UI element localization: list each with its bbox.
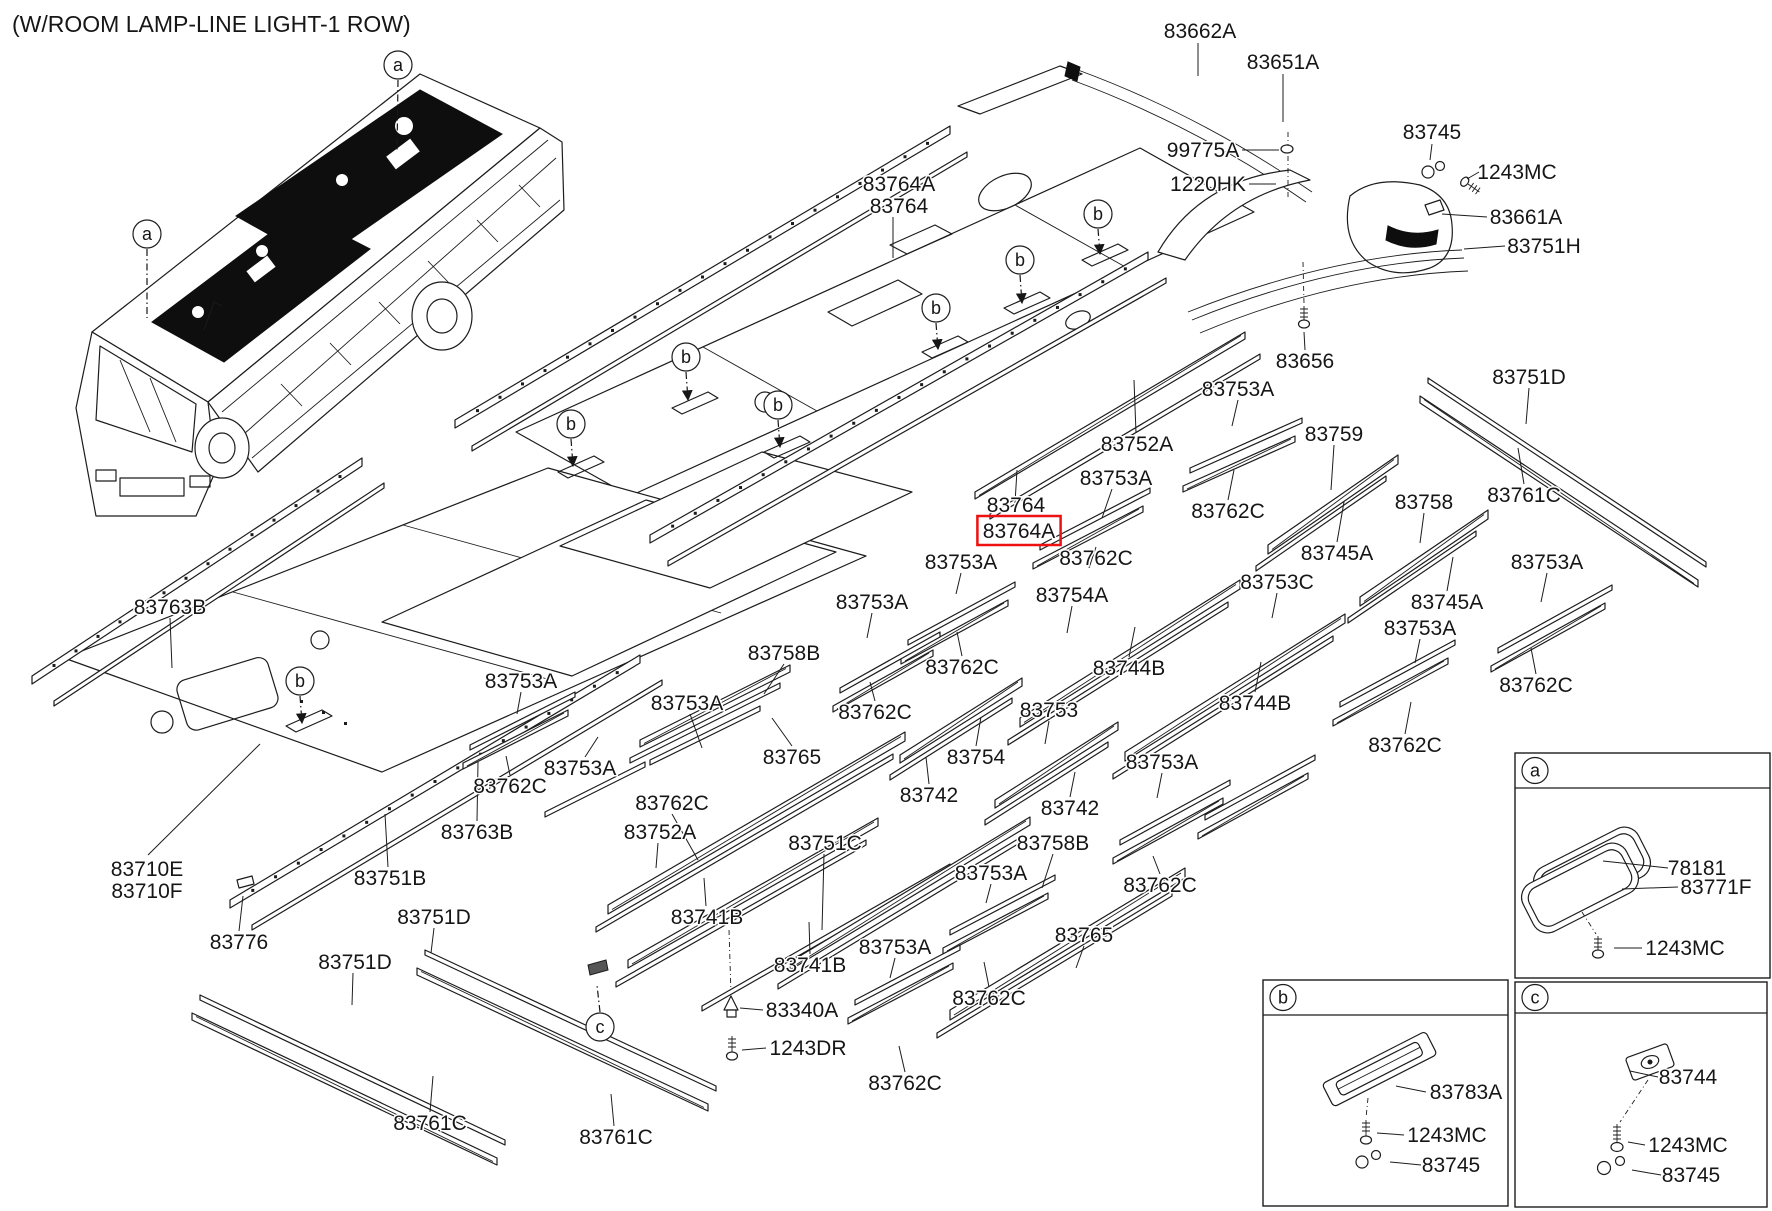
part-label: 83762C [868,1072,942,1095]
part-label: 83744 [1658,1066,1718,1089]
part-label: 83771F [1680,876,1752,899]
bus-illustration [76,74,564,516]
detail-box-c [1515,982,1767,1207]
part-label: 83752A [1100,433,1174,456]
part-label: 83761C [393,1112,467,1135]
part-label: 83651A [1246,51,1320,74]
leader-line [1632,1170,1661,1175]
leader-line [772,718,792,746]
part-label: 83764 [869,195,929,218]
part-label: 83758B [1016,832,1090,855]
part-label: 83761C [579,1126,653,1149]
leader-line [926,757,929,784]
part-label-highlighted: 83764A [982,520,1056,543]
leader-line [742,1048,766,1050]
part-label: 83754 [946,746,1006,769]
part-label: 83662A [1163,20,1237,43]
trim-rail [908,582,1015,645]
part-label: 83762C [925,656,999,679]
leader-line [431,928,434,953]
part-label: 83340A [765,999,839,1022]
svg-text:b: b [930,298,942,318]
part-label: 83759 [1304,423,1364,446]
trim-rail [1268,455,1398,554]
leader-line [1430,144,1432,160]
svg-text:b: b [565,414,577,434]
part-label: 83745A [1300,542,1374,565]
leader-line [385,814,388,867]
part-label: 83762C [1123,874,1197,897]
part-label: 83751H [1507,235,1581,258]
part-label: 83753A [924,551,998,574]
part-label: 83762C [1059,547,1133,570]
leader-line [1464,246,1505,249]
leader-line [1157,773,1162,798]
leader-line [1070,772,1075,797]
svg-text:b: b [1092,204,1104,224]
part-label: 83753A [858,936,932,959]
leader-line [1232,400,1238,426]
part-label: 83744B [1218,692,1292,715]
part-label: 83753A [1125,751,1199,774]
part-label: 83751D [1492,366,1566,389]
part-label: 83783A [1429,1081,1503,1104]
part-label: 83742 [899,784,959,807]
leader-line [585,737,598,757]
leader-line [984,962,989,987]
part-label: 83751C [788,832,862,855]
screw-icon [1593,936,1604,958]
part-label: 83762C [1499,674,1573,697]
part-label: 83752A [623,821,697,844]
leader-line [704,878,706,906]
leader-line [1134,380,1136,433]
leader-line [1628,1142,1645,1145]
screw-icon [727,1036,738,1060]
part-label: 83661A [1489,206,1563,229]
clip-icon [588,960,608,975]
leader-line [899,1046,905,1072]
part-label: 83762C [635,792,709,815]
part-label: 83762C [838,701,912,724]
leader-line [740,1008,763,1010]
part-label: 83753C [1240,571,1314,594]
part-label: 83764 [986,494,1046,517]
screw-icon [1611,1124,1623,1152]
part-label: 83741B [670,906,744,929]
part-label: 1243DR [769,1037,847,1060]
leader-line [1272,593,1277,618]
part-label: 83744B [1092,657,1166,680]
part-label: 78181 [1667,857,1727,880]
leader-line [1067,606,1072,633]
clip-icon [237,876,254,888]
part-label: 83742 [1040,797,1100,820]
part-label: 83758B [747,642,821,665]
part-label: 1243MC [1407,1124,1487,1147]
leader-line [890,958,895,978]
leader-line [148,744,260,855]
part-label: 83758 [1394,491,1454,514]
leader-line [1396,1086,1426,1092]
detail-box-letter: c [1530,987,1540,1008]
leader-line [1447,557,1453,591]
part-label: 83745 [1661,1164,1721,1187]
leader-line [352,973,353,1005]
part-label: 83710F [111,880,183,903]
part-label: 83753A [1383,617,1457,640]
leader-line [986,884,991,903]
leader-line [1420,513,1424,543]
part-label: 83762C [1368,734,1442,757]
part-label: 1243MC [1648,1134,1728,1157]
part-label: 83765 [1054,924,1114,947]
part-label: 83753A [650,692,724,715]
grommet-icon [1356,1151,1381,1169]
leader-line [1405,702,1411,734]
part-label: 83745 [1402,121,1462,144]
trim-rail [943,893,1048,954]
leader-line [656,843,658,868]
svg-text:b: b [294,671,306,691]
part-label: 1243MC [1477,161,1557,184]
trim-rail [192,1013,497,1165]
trim-rail [1498,585,1612,653]
leader-line [867,613,872,638]
part-label: 83753 [1019,699,1079,722]
part-label: 83745 [1421,1154,1481,1177]
leader-line [1531,648,1536,674]
svg-text:c: c [595,1017,605,1037]
part-label: 83753A [954,862,1028,885]
part-label: 1243MC [1645,937,1725,960]
part-label: 83761C [1487,484,1561,507]
trim-rail [937,891,1172,1038]
part-label: 83763B [133,596,207,619]
svg-text:a: a [392,55,404,75]
trim-rail [1340,640,1455,707]
trim-rail [1040,488,1150,550]
part-label: 83753A [835,591,909,614]
leader-line [956,573,961,594]
part-label: 83765 [762,746,822,769]
part-label: 83763B [440,821,514,844]
part-label: 83751D [397,906,471,929]
part-label: 83753A [1079,467,1153,490]
screw-icon [1299,262,1310,328]
trim-rail [901,600,1008,664]
part-label: 83754A [1035,584,1109,607]
part-label: 1220HK [1170,173,1246,196]
clip-icon [1281,145,1293,153]
leader-line [1331,445,1334,490]
part-label: 83745A [1410,591,1484,614]
leader-line [1526,388,1529,424]
trim-rail [848,963,953,1024]
part-label: 83751D [318,951,392,974]
part-label: 83751B [353,867,427,890]
part-label: 83710E [110,858,184,881]
leader-line [1153,856,1160,874]
leader-line [1304,332,1305,350]
part-label: 83776 [209,931,269,954]
part-label: 83753A [1201,378,1275,401]
svg-text:b: b [680,347,692,367]
part-label: 83741B [773,954,847,977]
part-label: 83764A [862,173,936,196]
detail-box-letter: b [1277,987,1289,1008]
leader-line [1541,573,1547,602]
pin-icon [724,930,738,1017]
part-label: 83656 [1275,350,1335,373]
leader-line [1377,1133,1404,1135]
leader-line [1228,470,1234,500]
trim-rail [425,950,716,1091]
svg-text:b: b [1014,250,1026,270]
grommet-icon [1422,162,1445,179]
leader-line [957,632,962,656]
part-label: 83762C [1191,500,1265,523]
detail-b-art [1322,1031,1437,1168]
trim-rail [417,968,708,1111]
trim-rail [995,722,1118,808]
screw-icon [1361,1120,1372,1144]
leader-line [1045,721,1049,744]
part-label: 83762C [473,775,547,798]
grommet-icon [1598,1157,1625,1175]
callout-c [586,985,614,1041]
part-label: 83753A [484,670,558,693]
part-label: 83753A [1510,551,1584,574]
page-title: (W/ROOM LAMP-LINE LIGHT-1 ROW) [12,11,411,37]
leader-line [1390,1162,1421,1165]
svg-text:a: a [141,224,153,244]
part-label: 83753A [543,757,617,780]
leader-line [611,1094,614,1126]
part-label: 83762C [952,987,1026,1010]
detail-a-art [1516,822,1656,958]
detail-box-letter: a [1529,760,1541,781]
svg-text:b: b [772,395,784,415]
part-label: 99775A [1166,139,1240,162]
trim-rail [1333,658,1448,726]
trim-rail [1491,603,1605,672]
